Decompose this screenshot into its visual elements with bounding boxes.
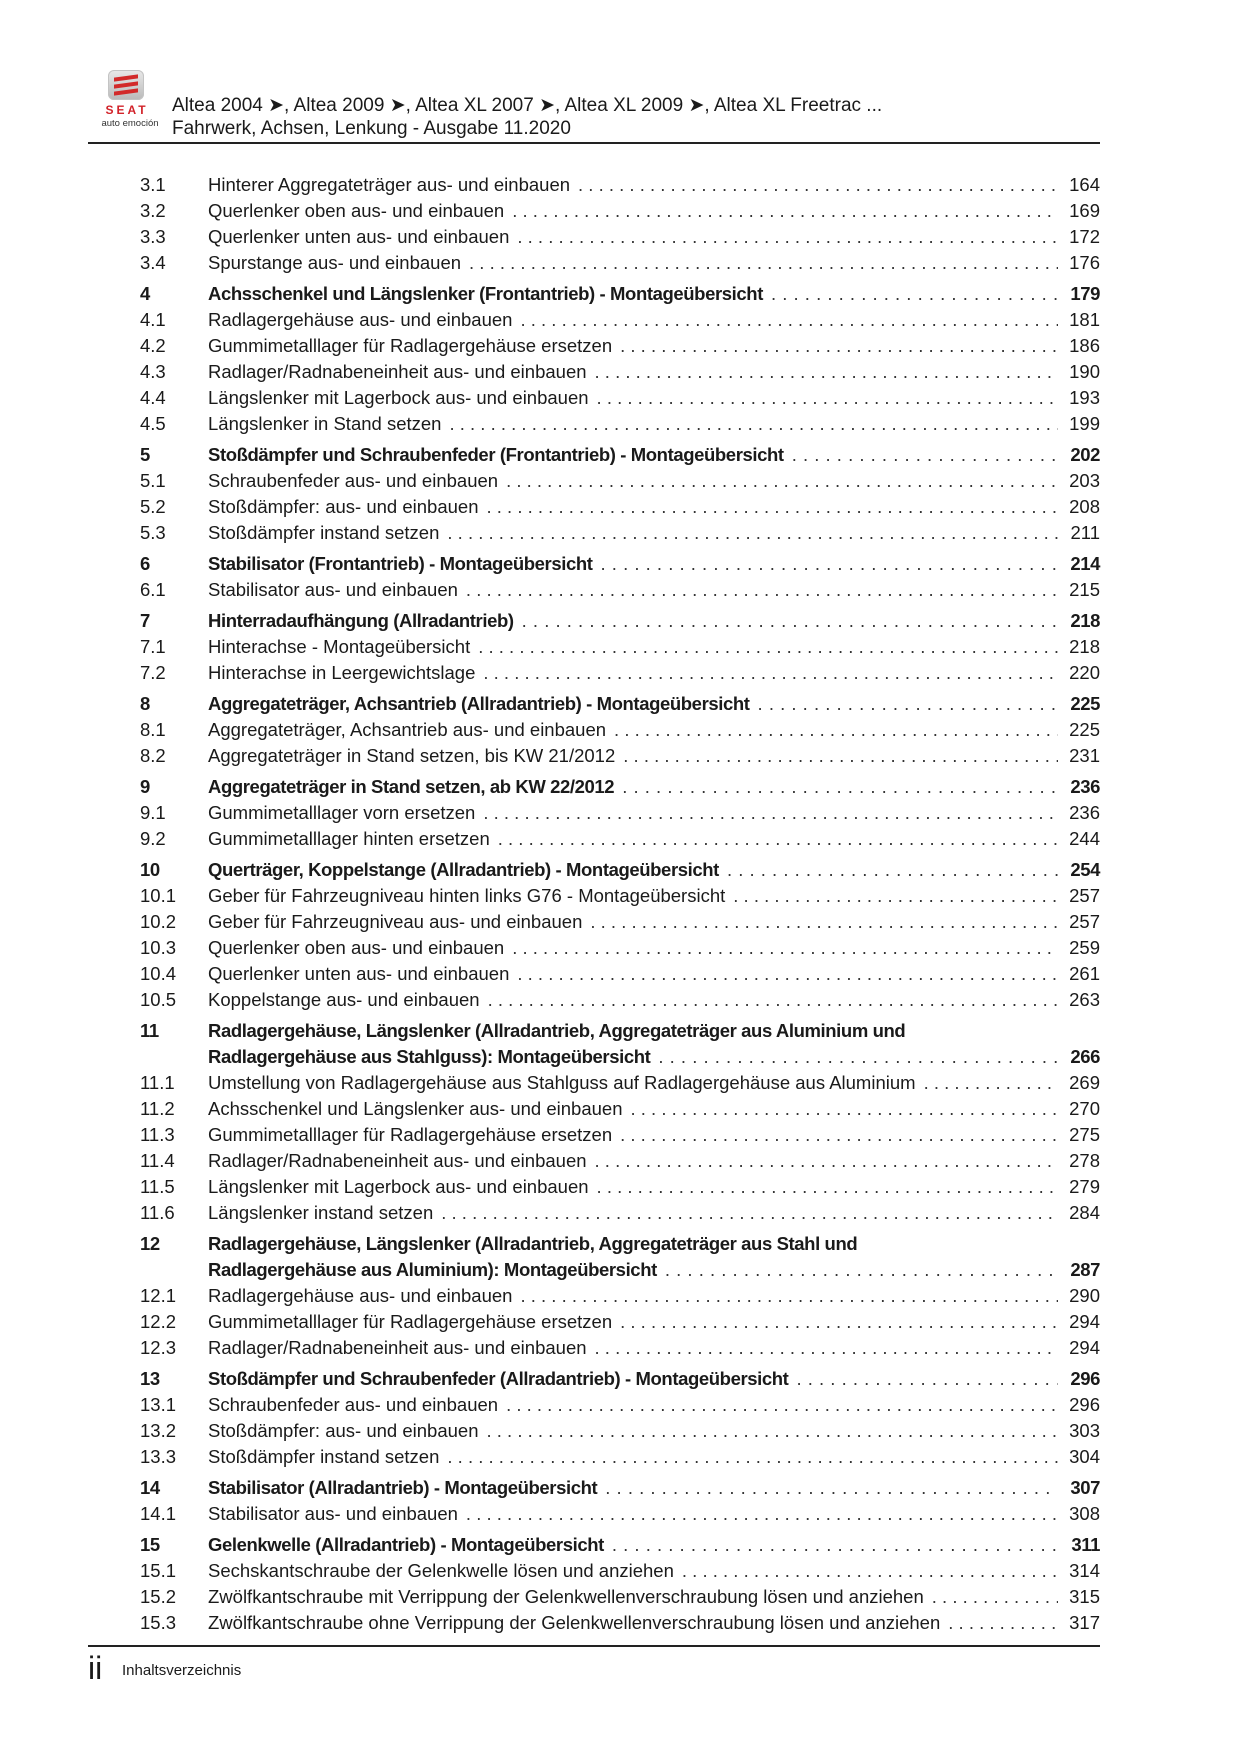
toc-entry-title: Aggregateträger in Stand setzen, bis KW 21/2012 [208,745,616,766]
dot-leader [486,494,1058,520]
toc-entry-number: 12.2 [140,1311,177,1332]
toc-entry-number: 13.3 [140,1446,177,1467]
toc-entry-title: Hinterachse - Montageübersicht [208,636,471,657]
dot-leader [590,909,1058,935]
toc-section-entry[interactable] [140,883,1100,909]
dot-leader [595,359,1058,385]
toc-entry-title: Zwölfkantschraube mit Verrippung der Gelenkwellenverschraubung lösen und anziehen [208,1586,924,1607]
toc-entry-title: Radlagergehäuse, Längslenker (Allradantrieb, Aggregateträger aus Stahl und [208,1233,858,1254]
table-of-contents [140,172,1100,1636]
toc-entry-page: 304 [1069,1446,1100,1467]
toc-section-entry[interactable] [140,307,1100,333]
toc-entry-number: 11.5 [140,1176,175,1197]
toc-entry-page: 186 [1069,335,1100,356]
dot-leader [620,333,1058,359]
toc-entry-number: 7.2 [140,662,166,683]
logo-brand-text: SEAT [105,103,149,117]
toc-entry-number: 4.1 [140,309,166,330]
toc-chapter-entry[interactable] [140,608,1100,634]
toc-entry-page: 303 [1069,1420,1100,1441]
toc-section-entry[interactable] [140,411,1100,437]
toc-entry-number: 4.3 [140,361,166,382]
toc-entry-title: Radlager/Radnabeneinheit aus- und einbauen [208,1150,587,1171]
toc-chapter-entry[interactable] [140,691,1100,717]
dot-leader [512,198,1058,224]
dot-leader [447,1444,1058,1470]
dot-leader [796,1366,1058,1392]
toc-entry-page: 257 [1069,911,1100,932]
toc-section-entry[interactable] [140,1584,1100,1610]
toc-section-entry[interactable] [140,1392,1100,1418]
toc-entry-number: 15.3 [140,1612,177,1633]
toc-entry-page: 314 [1069,1560,1100,1581]
toc-entry-title: Aggregateträger, Achsantrieb (Allradantrieb) - Montageübersicht [208,693,750,714]
dot-leader [486,1418,1058,1444]
dot-leader [595,1335,1058,1361]
toc-chapter-entry[interactable] [140,1231,1100,1283]
dot-leader [932,1584,1058,1610]
toc-entry-page: 278 [1069,1150,1100,1171]
toc-entry-number: 5.3 [140,522,166,543]
toc-section-entry[interactable] [140,577,1100,603]
toc-entry-number: 11.2 [140,1098,175,1119]
toc-entry-title: Gelenkwelle (Allradantrieb) - Montageübersicht [208,1534,604,1555]
dot-leader [478,634,1058,660]
toc-entry-title: Gummimetalllager vorn ersetzen [208,802,476,823]
toc-entry-number: 6 [140,553,150,574]
toc-entry-title: Koppelstange aus- und einbauen [208,989,480,1010]
toc-entry-title: Stabilisator aus- und einbauen [208,579,458,600]
toc-section-entry[interactable] [140,1501,1100,1527]
toc-entry-number: 9.1 [140,802,166,823]
toc-section-entry[interactable] [140,359,1100,385]
toc-section-entry[interactable] [140,1558,1100,1584]
toc-entry-number: 3.3 [140,226,166,247]
toc-section-entry[interactable] [140,1174,1100,1200]
toc-entry-number: 11.4 [140,1150,175,1171]
toc-entry-title: Querlenker unten aus- und einbauen [208,963,510,984]
toc-chapter-entry[interactable] [140,281,1100,307]
seat-logo [88,70,172,132]
toc-section-entry[interactable] [140,1335,1100,1361]
toc-entry-number: 5.1 [140,470,166,491]
toc-entry-number: 10.4 [140,963,177,984]
toc-entry-title: Längslenker mit Lagerbock aus- und einbauen [208,1176,589,1197]
dot-leader [948,1610,1058,1636]
dot-leader [924,1070,1058,1096]
toc-entry-number: 4.4 [140,387,166,408]
toc-section-entry[interactable] [140,1070,1100,1096]
footer-divider [88,1645,1100,1647]
toc-entry-page: 257 [1069,885,1100,906]
toc-entry-page: 218 [1069,636,1100,657]
toc-entry-number: 14.1 [140,1503,177,1524]
toc-section-entry[interactable] [140,224,1100,250]
toc-entry-title: Achsschenkel und Längslenker aus- und einbauen [208,1098,623,1119]
toc-entry-title: Querlenker unten aus- und einbauen [208,226,510,247]
toc-entry-page: 284 [1069,1202,1100,1223]
toc-entry-title: Radlager/Radnabeneinheit aus- und einbauen [208,361,587,382]
toc-entry-title: Radlagergehäuse aus- und einbauen [208,1285,513,1306]
toc-entry-page: 279 [1069,1176,1100,1197]
footer-page-number: ii [88,1650,103,1686]
toc-entry-number: 9 [140,776,150,797]
toc-entry-title: Aggregateträger, Achsantrieb aus- und einbauen [208,719,607,740]
toc-entry-number: 6.1 [140,579,166,600]
toc-entry-page: 261 [1069,963,1100,984]
toc-entry-page: 236 [1070,776,1100,797]
toc-chapter-entry[interactable] [140,442,1100,468]
dot-leader [597,1174,1058,1200]
toc-entry-title: Schraubenfeder aus- und einbauen [208,470,499,491]
toc-entry-page: 270 [1069,1098,1100,1119]
toc-entry-title: Umstellung von Radlagergehäuse aus Stahlguss auf Radlagergehäuse aus Aluminium [208,1072,916,1093]
toc-entry-page: 211 [1070,522,1100,543]
dot-leader [595,1148,1058,1174]
toc-entry-number: 5.2 [140,496,166,517]
toc-entry-number: 5 [140,444,150,465]
toc-entry-number: 7.1 [140,636,166,657]
toc-section-entry[interactable] [140,1610,1100,1636]
toc-entry-title: Stoßdämpfer: aus- und einbauen [208,496,479,517]
toc-section-entry[interactable] [140,935,1100,961]
dot-leader [512,935,1058,961]
toc-entry-number: 13.1 [140,1394,177,1415]
toc-entry-page: 199 [1069,413,1100,434]
toc-section-entry[interactable] [140,1122,1100,1148]
dot-leader [447,520,1058,546]
toc-chapter-entry[interactable] [140,1532,1100,1558]
dot-leader [466,577,1058,603]
toc-entry-page: 294 [1069,1337,1100,1358]
toc-entry-page: 225 [1069,719,1100,740]
toc-entry-title: Stabilisator aus- und einbauen [208,1503,458,1524]
toc-entry-title: Hinterradaufhängung (Allradantrieb) [208,610,514,631]
toc-chapter-entry[interactable] [140,774,1100,800]
dot-leader [483,660,1058,686]
toc-entry-number: 11.1 [140,1072,175,1093]
dot-leader [520,307,1058,333]
toc-entry-number: 13.2 [140,1420,177,1441]
toc-entry-number: 8.2 [140,745,166,766]
toc-entry-number: 10.5 [140,989,177,1010]
toc-chapter-entry[interactable] [140,1018,1100,1070]
toc-entry-page: 254 [1070,859,1100,880]
toc-entry-page: 275 [1069,1124,1100,1145]
toc-section-entry[interactable] [140,1200,1100,1226]
toc-entry-title: Radlager/Radnabeneinheit aus- und einbauen [208,1337,587,1358]
header-divider [88,142,1100,144]
toc-entry-number: 3.1 [140,174,166,195]
toc-entry-number: 10.2 [140,911,177,932]
toc-entry-number: 4.2 [140,335,166,356]
toc-section-entry[interactable] [140,385,1100,411]
toc-entry-number: 3.2 [140,200,166,221]
dot-leader [441,1200,1058,1226]
toc-entry-page: 203 [1069,470,1100,491]
toc-entry-page: 202 [1070,444,1100,465]
dot-leader [578,172,1058,198]
toc-entry-title: Gummimetalllager für Radlagergehäuse ersetzen [208,1124,613,1145]
dot-leader [520,1283,1058,1309]
dot-leader [620,1122,1058,1148]
toc-entry-title: Gummimetalllager für Radlagergehäuse ersetzen [208,1311,613,1332]
toc-entry-page: 169 [1069,200,1100,221]
toc-entry-title: Stoßdämpfer instand setzen [208,1446,440,1467]
toc-entry-page: 287 [1070,1259,1100,1280]
toc-entry-title-block [208,1231,1100,1283]
toc-entry-page: 244 [1069,828,1100,849]
dot-leader [517,224,1058,250]
toc-entry-number: 12 [140,1233,160,1254]
toc-entry-title: Längslenker mit Lagerbock aus- und einbauen [208,387,589,408]
toc-section-entry[interactable] [140,468,1100,494]
toc-entry-title: Geber für Fahrzeugniveau hinten links G76 - Montageübersicht [208,885,726,906]
toc-entry-title: Gummimetalllager hinten ersetzen [208,828,490,849]
toc-entry-page: 214 [1070,553,1100,574]
toc-entry-title: Spurstange aus- und einbauen [208,252,462,273]
toc-entry-title: Achsschenkel und Längslenker (Frontantrieb) - Montageübersicht [208,283,763,304]
toc-entry-title: Geber für Fahrzeugniveau aus- und einbauen [208,911,583,932]
toc-entry-number: 12.3 [140,1337,177,1358]
toc-entry-number: 15.1 [140,1560,177,1581]
toc-entry-title: Radlagergehäuse, Längslenker (Allradantrieb, Aggregateträger aus Aluminium und [208,1020,906,1041]
toc-entry-page: 231 [1069,745,1100,766]
toc-entry-number: 15 [140,1534,160,1555]
toc-section-entry[interactable] [140,250,1100,276]
dot-leader [614,717,1058,743]
dot-leader [623,743,1058,769]
toc-entry-title: Stoßdämpfer und Schraubenfeder (Frontantrieb) - Montageübersicht [208,444,784,465]
dot-leader [605,1475,1058,1501]
dot-leader [771,281,1058,307]
toc-entry-number: 8 [140,693,150,714]
toc-entry-page: 208 [1069,496,1100,517]
toc-section-entry[interactable] [140,800,1100,826]
logo-tagline: auto emoción [101,118,159,129]
toc-section-entry[interactable] [140,333,1100,359]
toc-section-entry[interactable] [140,1283,1100,1309]
toc-entry-title: Aggregateträger in Stand setzen, ab KW 22/2012 [208,776,615,797]
toc-entry-page: 190 [1069,361,1100,382]
dot-leader [449,411,1058,437]
toc-entry-page: 290 [1069,1285,1100,1306]
dot-leader [506,468,1058,494]
toc-section-entry[interactable] [140,717,1100,743]
toc-entry-page: 296 [1069,1394,1100,1415]
toc-chapter-entry[interactable] [140,1366,1100,1392]
dot-leader [488,987,1058,1013]
toc-entry-page: 315 [1069,1586,1100,1607]
header-subject: Fahrwerk, Achsen, Lenkung - Ausgabe 11.2020 [172,118,571,139]
toc-entry-page: 317 [1069,1612,1100,1633]
toc-section-entry[interactable] [140,494,1100,520]
toc-section-entry[interactable] [140,520,1100,546]
toc-entry-page: 294 [1069,1311,1100,1332]
toc-entry-page: 181 [1069,309,1100,330]
toc-entry-page: 236 [1069,802,1100,823]
toc-entry-title-continued: Radlagergehäuse aus Aluminium): Montageübersicht [208,1259,657,1280]
toc-entry-title: Längslenker instand setzen [208,1202,434,1223]
toc-entry-page: 307 [1070,1477,1100,1498]
dot-leader [498,826,1058,852]
page-header [88,70,1100,144]
toc-entry-title: Hinterachse in Leergewichtslage [208,662,476,683]
dot-leader [466,1501,1058,1527]
toc-entry-title: Gummimetalllager für Radlagergehäuse ersetzen [208,335,613,356]
toc-entry-title: Querträger, Koppelstange (Allradantrieb) - Montageübersicht [208,859,719,880]
toc-section-entry[interactable] [140,1418,1100,1444]
toc-entry-number: 13 [140,1368,160,1389]
toc-entry-title: Stoßdämpfer und Schraubenfeder (Allradantrieb) - Montageübersicht [208,1368,789,1389]
dot-leader [601,551,1058,577]
toc-entry-page: 220 [1069,662,1100,683]
toc-section-entry[interactable] [140,743,1100,769]
toc-entry-page: 218 [1070,610,1100,631]
toc-section-entry[interactable] [140,198,1100,224]
seat-emblem-icon [108,70,144,100]
toc-chapter-entry[interactable] [140,1475,1100,1501]
dot-leader [658,1044,1058,1070]
toc-section-entry[interactable] [140,172,1100,198]
toc-entry-title: Querlenker oben aus- und einbauen [208,937,505,958]
toc-chapter-entry[interactable] [140,857,1100,883]
toc-entry-title: Stabilisator (Frontantrieb) - Montageübersicht [208,553,593,574]
toc-section-entry[interactable] [140,1309,1100,1335]
dot-leader [792,442,1058,468]
toc-section-entry[interactable] [140,1148,1100,1174]
toc-entry-title: Stabilisator (Allradantrieb) - Montageübersicht [208,1477,598,1498]
dot-leader [733,883,1058,909]
toc-entry-page: 172 [1069,226,1100,247]
toc-section-entry[interactable] [140,909,1100,935]
dot-leader [506,1392,1058,1418]
toc-entry-number: 4 [140,283,150,304]
toc-entry-page: 263 [1069,989,1100,1010]
toc-section-entry[interactable] [140,634,1100,660]
toc-entry-title: Stoßdämpfer: aus- und einbauen [208,1420,479,1441]
toc-entry-number: 9.2 [140,828,166,849]
toc-entry-number: 10.3 [140,937,177,958]
toc-entry-title: Sechskantschraube der Gelenkwelle lösen und anziehen [208,1560,674,1581]
toc-entry-page: 266 [1070,1046,1100,1067]
toc-section-entry[interactable] [140,826,1100,852]
toc-entry-number: 11.3 [140,1124,175,1145]
toc-section-entry[interactable] [140,1444,1100,1470]
toc-entry-number: 7 [140,610,150,631]
toc-entry-page: 193 [1069,387,1100,408]
toc-entry-title: Hinterer Aggregateträger aus- und einbauen [208,174,571,195]
toc-entry-number: 10 [140,859,160,880]
toc-entry-number: 15.2 [140,1586,177,1607]
dot-leader [597,385,1058,411]
toc-section-entry[interactable] [140,1096,1100,1122]
toc-section-entry[interactable] [140,961,1100,987]
dot-leader [631,1096,1059,1122]
toc-entry-number: 11.6 [140,1202,175,1223]
toc-entry-number: 12.1 [140,1285,177,1306]
toc-entry-page: 225 [1070,693,1100,714]
toc-entry-page: 308 [1069,1503,1100,1524]
toc-chapter-entry[interactable] [140,551,1100,577]
toc-entry-number: 4.5 [140,413,166,434]
dot-leader [469,250,1058,276]
toc-entry-number: 3.4 [140,252,166,273]
toc-entry-page: 179 [1070,283,1100,304]
toc-entry-page: 311 [1071,1534,1100,1555]
toc-section-entry[interactable] [140,987,1100,1013]
toc-entry-page: 259 [1069,937,1100,958]
toc-entry-number: 14 [140,1477,160,1498]
footer-section-label: Inhaltsverzeichnis [122,1662,242,1679]
dot-leader [622,774,1058,800]
dot-leader [620,1309,1058,1335]
toc-entry-number: 10.1 [140,885,177,906]
toc-entry-number: 8.1 [140,719,166,740]
toc-entry-page: 269 [1069,1072,1100,1093]
toc-entry-title-continued: Radlagergehäuse aus Stahlguss): Montageübersicht [208,1046,651,1067]
toc-entry-page: 296 [1070,1368,1100,1389]
dot-leader [682,1558,1058,1584]
dot-leader [483,800,1058,826]
toc-entry-page: 176 [1069,252,1100,273]
toc-entry-page: 215 [1069,579,1100,600]
toc-entry-title: Querlenker oben aus- und einbauen [208,200,505,221]
toc-entry-title-block [208,1018,1100,1070]
dot-leader [665,1257,1058,1283]
toc-entry-number: 11 [140,1020,159,1041]
dot-leader [758,691,1058,717]
toc-section-entry[interactable] [140,660,1100,686]
dot-leader [612,1532,1058,1558]
header-models: Altea 2004 ➤, Altea 2009 ➤, Altea XL 2007 ➤, Altea XL 2009 ➤, Altea XL Freetrac ... [172,95,883,116]
toc-entry-title: Schraubenfeder aus- und einbauen [208,1394,499,1415]
toc-entry-title: Radlagergehäuse aus- und einbauen [208,309,513,330]
toc-entry-title: Längslenker in Stand setzen [208,413,442,434]
toc-entry-title: Zwölfkantschraube ohne Verrippung der Gelenkwellenverschraubung lösen und anziehen [208,1612,941,1633]
dot-leader [517,961,1058,987]
dot-leader [522,608,1058,634]
toc-entry-title: Stoßdämpfer instand setzen [208,522,440,543]
toc-entry-page: 164 [1069,174,1100,195]
dot-leader [727,857,1058,883]
